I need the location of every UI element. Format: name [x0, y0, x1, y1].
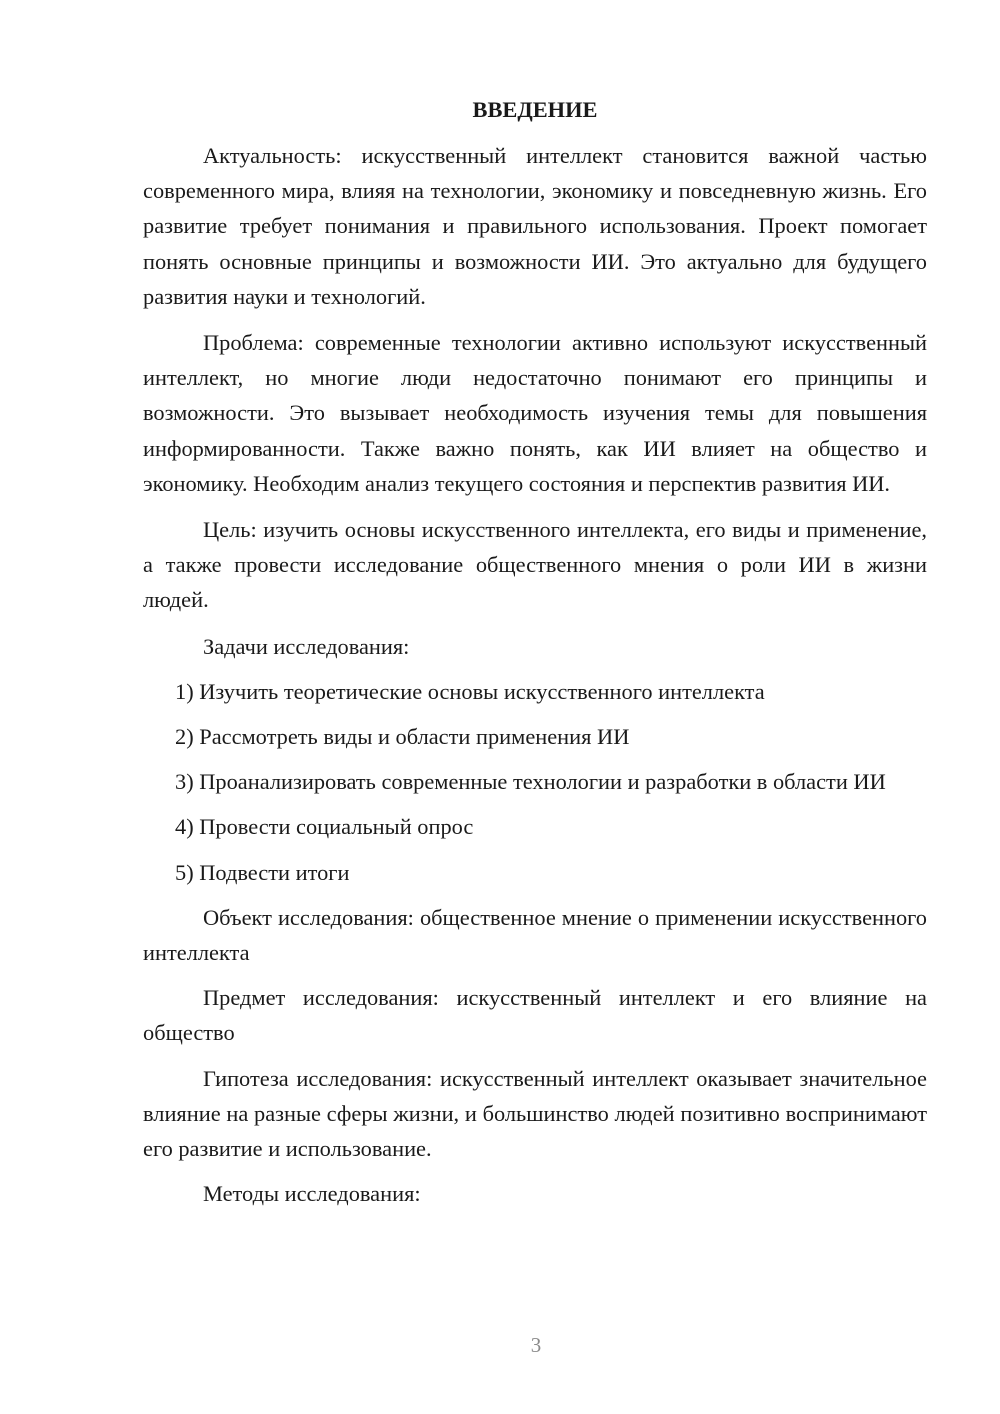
document-body: [143, 92, 927, 1211]
task-item: 4) Провести социальный опрос: [175, 814, 474, 840]
goal-paragraph: Цель: изучить основы искусственного интеллекта, его виды и применение, а также провести исследование общественного мнения о роли ИИ в жизни людей.: [143, 517, 927, 613]
task-item: 3) Проанализировать современные технологии и разработки в области ИИ: [175, 769, 886, 795]
object-paragraph: Объект исследования: общественное мнение о применении искусственного интеллекта: [143, 904, 927, 966]
relevance-paragraph: Актуальность: искусственный интеллект становится важной частью современного мира, влияя на технологии, экономику и повседневную жизнь. Его развитие требует понимания и правильного использования. Проект помогает понять основные принципы и возможности ИИ. Это актуально для будущего развития науки и технологий.: [143, 143, 927, 309]
task-item: 1) Изучить теоретические основы искусственного интеллекта: [175, 678, 765, 704]
task-item: 5) Подвести итоги: [175, 859, 350, 885]
problem-paragraph: Проблема: современные технологии активно используют искусственный интеллект, но многие люди недостаточно понимают его принципы и возможности. Это вызывает необходимость изучения темы для повышения информированности. Также важно понять, как ИИ влияет на общество и экономику. Необходим анализ текущего состояния и перспектив развития ИИ.: [143, 330, 927, 496]
section-heading: ВВЕДЕНИЕ: [472, 97, 598, 122]
task-item: 2) Рассмотреть виды и области применения ИИ: [175, 724, 630, 750]
tasks-title: Задачи исследования:: [203, 633, 410, 659]
subject-paragraph: Предмет исследования: искусственный интеллект и его влияние на общество: [143, 985, 927, 1046]
methods-title: Методы исследования:: [203, 1181, 421, 1207]
page-number: 3: [530, 1333, 542, 1357]
hypothesis-paragraph: Гипотеза исследования: искусственный интеллект оказывает значительное влияние на разные сферы жизни, и большинство людей позитивно воспринимают его развитие и использование.: [143, 1065, 927, 1162]
